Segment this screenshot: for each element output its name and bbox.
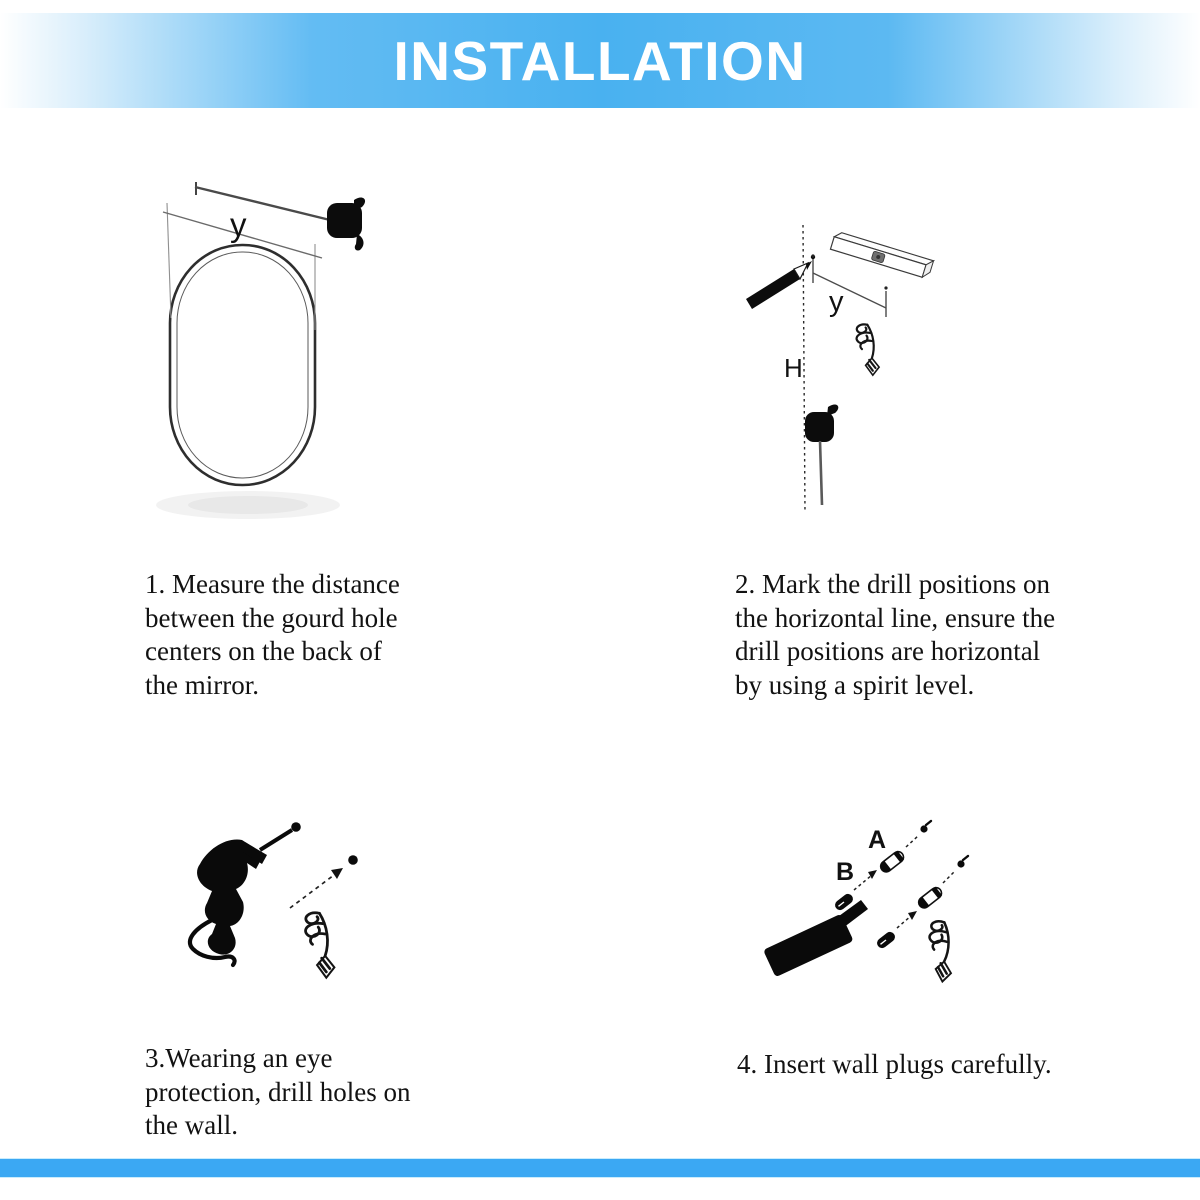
hole-dot (920, 821, 931, 833)
mirror-measure-illustration (130, 160, 430, 560)
wall-plug-sketch (306, 913, 335, 978)
mark-positions-illustration (710, 195, 995, 540)
pencil-icon (746, 255, 815, 309)
hole-dot (957, 856, 968, 868)
wall-plug-sketch (857, 324, 880, 375)
hole-dot (348, 855, 358, 865)
label-plug-a: A (868, 826, 887, 854)
step-line: protection, drill holes on (145, 1076, 411, 1107)
wall-plugs-illustration (740, 790, 1025, 1040)
step-2-text (735, 568, 1055, 702)
step-4-text (737, 1048, 1052, 1082)
step-line: the wall. (145, 1110, 238, 1140)
hammer-icon (763, 900, 868, 977)
drill-illustration (150, 780, 440, 1030)
tape-measure-icon (805, 405, 838, 505)
step-1-text (145, 568, 400, 702)
dimension-label-y: y (829, 286, 844, 318)
arrowhead (908, 911, 917, 920)
step-line: the mirror. (145, 669, 259, 700)
oval-mirror (170, 245, 315, 485)
height-label-h: H (784, 353, 803, 383)
step-line: 2. Mark the drill positions on (735, 569, 1050, 599)
dashed-line (897, 915, 912, 928)
page-title: INSTALLATION (393, 29, 807, 92)
step-line: by using a spirit level. (735, 669, 975, 700)
dimension-line (811, 254, 887, 317)
step-line: the horizontal line, ensure the (735, 602, 1056, 633)
step-line: 4. Insert wall plugs carefully. (737, 1049, 1052, 1079)
step-line: drill positions are horizontal (735, 636, 1041, 666)
step-line: 3.Wearing an eye (145, 1043, 333, 1073)
footer-accent-bar (0, 1159, 1200, 1177)
step-line: 1. Measure the distance (145, 569, 400, 599)
hole-dot (291, 822, 301, 832)
dashed-arrow (290, 855, 358, 908)
wall-plug-icon (916, 885, 943, 910)
step-line: between the gourd hole (145, 602, 398, 633)
power-drill-icon (190, 822, 301, 965)
dashed-line (906, 836, 918, 847)
dashed-line (854, 875, 872, 890)
tape-measure-icon (195, 182, 365, 251)
dimension-label-y: y (230, 206, 247, 243)
wall-plug-sketch (924, 920, 958, 982)
step-line: centers on the back of (145, 636, 382, 666)
spirit-level-icon (830, 231, 933, 279)
dashed-line (943, 871, 955, 883)
step-3-text (145, 1042, 410, 1143)
screw-icon (875, 930, 897, 950)
label-plug-b: B (836, 858, 855, 886)
installation-banner (0, 13, 1200, 108)
